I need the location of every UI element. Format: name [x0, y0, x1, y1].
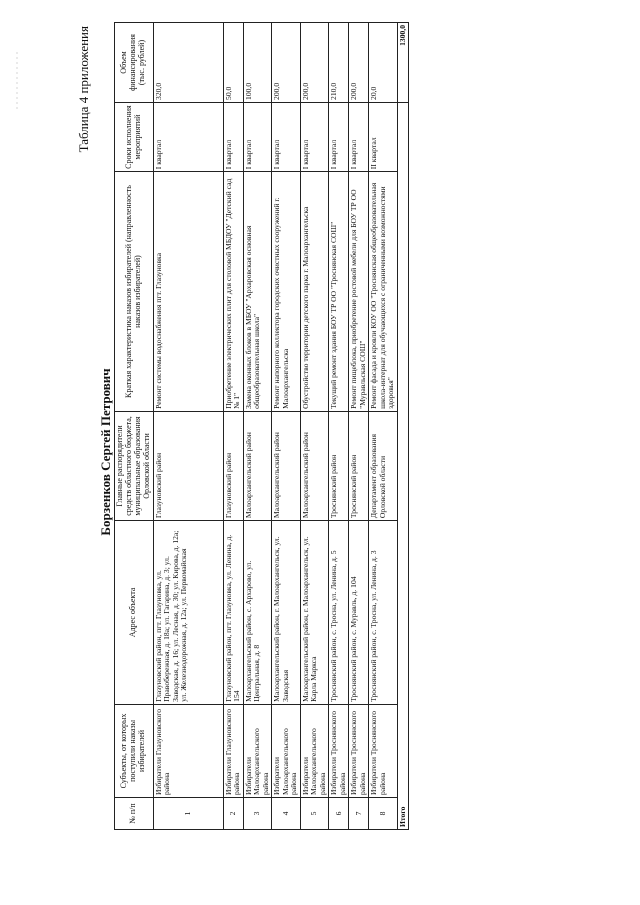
row-term: I квартал — [349, 102, 369, 171]
row-description: Текущий ремонт здания БОУ ТР ОО "Троснянская СОШ" — [329, 172, 349, 412]
table-row — [153, 23, 223, 830]
row-address: Троснянский район, с. Тросна, ул. Ленина, д. 3 — [369, 521, 398, 705]
row-amount: 50,0 — [223, 23, 243, 103]
table-row — [329, 23, 349, 830]
row-subject: Избиратели Малоархангельского района — [300, 704, 329, 797]
appendix-label: Таблица 4 приложения — [76, 26, 91, 153]
row-address: Глазуновский район, пгт. Глазуновка, ул. Правобережная, д. 18а; ул. Гагарина, д. 3; ул. Заводская, д. 16; ул. Лесная, д. 30; ул. Кирова, д. 12а; ул. Железнодорожная, д. 12а; ул. Первомайская — [153, 521, 223, 705]
table-row — [369, 23, 398, 830]
row-subject: Избиратели Троснянского района — [329, 704, 349, 797]
table-row — [243, 23, 272, 830]
deputy-name: Борзенков Сергей Петрович — [98, 368, 113, 536]
row-address: Глазуновский район, пгт. Глазуновка, ул. Ленина, д. 154 — [223, 521, 243, 705]
row-num: 3 — [243, 798, 272, 830]
row-description: Ремонт фасада и кровли КОУ ОО "Троснянская общеобразовательная школа-интернат для обучающихся с ограниченными возможностями здоровья" — [369, 172, 398, 412]
row-distributor: Малоархангельский район — [300, 411, 329, 520]
row-subject: Избиратели Троснянского района — [369, 704, 398, 797]
row-distributor: Глазуновский район — [153, 411, 223, 520]
total-row — [397, 23, 409, 830]
row-description: Замена оконных блоков в МБОУ "Архаровская основная общеобразовательная школа" — [243, 172, 272, 412]
row-distributor: Малоархангельский район — [272, 411, 301, 520]
col-header-description: Краткая характеристика наказов избирателей (направленность наказов избирателей) — [115, 172, 154, 412]
rotated-content — [20, 22, 620, 882]
row-num: 5 — [300, 798, 329, 830]
row-distributor: Троснянский район — [349, 411, 369, 520]
table-row — [272, 23, 301, 830]
total-value: 1300,0 — [397, 23, 409, 103]
row-distributor: Малоархангельский район — [243, 411, 272, 520]
row-description: Приобретение электрических плит для столовой МБДОУ "Детский сад № 1" — [223, 172, 243, 412]
row-address: Малоархангельский район, г. Малоархангельск, ул. Заводская — [272, 521, 301, 705]
col-header-address: Адрес объекта — [115, 521, 154, 705]
row-term: I квартал — [153, 102, 223, 171]
col-header-subject: Субъекты, от которых поступили наказы избирателей — [115, 704, 154, 797]
table-row — [349, 23, 369, 830]
row-amount: 20,0 — [369, 23, 398, 103]
row-num: 1 — [153, 798, 223, 830]
row-subject: Избиратели Троснянского района — [349, 704, 369, 797]
row-address: Троснянский район, с. Муравль, д. 104 — [349, 521, 369, 705]
row-description: Ремонт напорного коллектора городских очистных сооружений г. Малоархангельска — [272, 172, 301, 412]
row-num: 4 — [272, 798, 301, 830]
row-amount: 200,0 — [349, 23, 369, 103]
row-distributor: Департамент образования Орловской области — [369, 411, 398, 520]
row-address: Малоархангельский район, с. Архарово, ул. Центральная, д. 8 — [243, 521, 272, 705]
row-address: Троснянский район, с. Тросна, ул. Ленина, д. 5 — [329, 521, 349, 705]
table-row — [300, 23, 329, 830]
row-num: 2 — [223, 798, 243, 830]
mandates-table — [114, 22, 409, 830]
row-distributor: Глазуновский район — [223, 411, 243, 520]
table-header-row — [115, 23, 154, 830]
row-amount: 100,0 — [243, 23, 272, 103]
row-num: 8 — [369, 798, 398, 830]
row-term: I квартал — [329, 102, 349, 171]
col-header-amount: Объем финансирования (тыс. рублей) — [115, 23, 154, 103]
col-header-num: № п/п — [115, 798, 154, 830]
row-subject: Избиратели Глазуновского района — [223, 704, 243, 797]
row-description: Обустройство территории детского парка г. Малоархангельска — [300, 172, 329, 412]
row-term: I квартал — [243, 102, 272, 171]
row-amount: 200,0 — [300, 23, 329, 103]
row-num: 7 — [349, 798, 369, 830]
row-description: Ремонт системы водоснабжения пгт. Глазуновка — [153, 172, 223, 412]
col-header-distributor: Главные распорядители средств областного бюджета, муниципальные образования Орловской области — [115, 411, 154, 520]
total-label: Итого — [397, 102, 409, 829]
row-num: 6 — [329, 798, 349, 830]
row-amount: 210,0 — [329, 23, 349, 103]
row-subject: Избиратели Малоархангельского района — [272, 704, 301, 797]
col-header-term: Сроки исполнения мероприятий — [115, 102, 154, 171]
table-row — [223, 23, 243, 830]
row-address: Малоархангельский район, г. Малоархангельск, ул. Карла Маркса — [300, 521, 329, 705]
row-term: I квартал — [300, 102, 329, 171]
row-description: Ремонт пищеблока, приобретение ростовой мебели для БОУ ТР ОО "Муравльская СОШ" — [349, 172, 369, 412]
row-amount: 320,0 — [153, 23, 223, 103]
row-subject: Избиратели Глазуновского района — [153, 704, 223, 797]
row-amount: 200,0 — [272, 23, 301, 103]
row-term: II квартал — [369, 102, 398, 171]
row-distributor: Троснянский район — [329, 411, 349, 520]
row-term: I квартал — [272, 102, 301, 171]
row-subject: Избиратели Малоархангельского района — [243, 704, 272, 797]
row-term: I квартал — [223, 102, 243, 171]
